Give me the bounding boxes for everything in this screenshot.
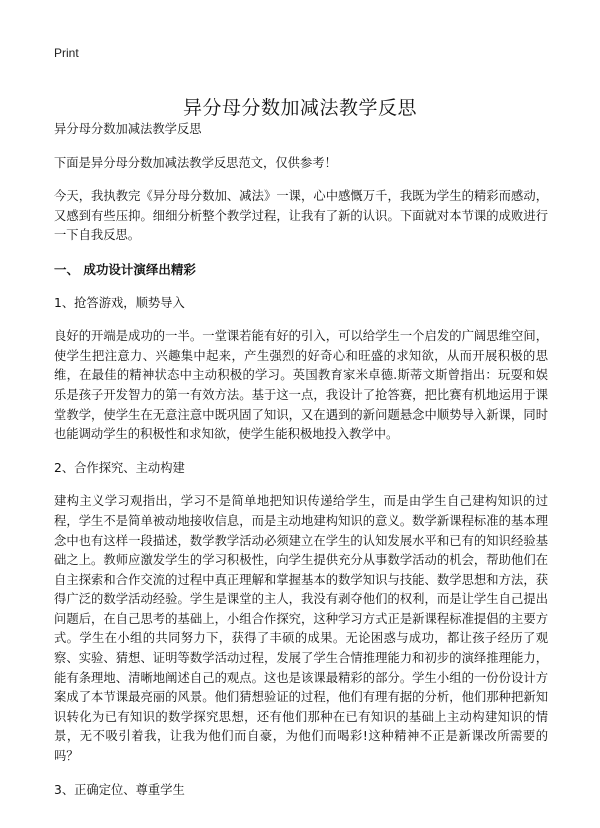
opening-paragraph: 今天，我执教完《异分母分数加、减法》一课，心中感慨万千，我既为学生的精彩而感动，又感到有些压抑。细细分析整个教学过程，让我有了新的认识。下面就对本节课的成败进行一下自我反思。 bbox=[54, 189, 548, 243]
subsection-1-paragraph: 良好的开端是成功的一半。一堂课若能有好的引入，可以给学生一个启发的广阔思维空间，使学生把注意力、兴趣集中起来，产生强烈的好奇心和旺盛的求知欲，从而开展积极的思维，在最佳的精神状态中主动积极的学习。英国教育家米卓德.斯蒂文斯曾指出：玩耍和娱乐是孩子开发智力的第一有效方法。基于这一点，我设计了抢答赛，把比赛有机地运用于课堂教学，使学生在无意注意中既巩固了知识，又在遇到的新问题悬念中顺势导入新课，同时也能调动学生的积极性和求知欲，使学生能积极地投入教学中。 bbox=[54, 329, 548, 442]
subtitle-line: 异分母分数加减法教学反思 bbox=[54, 122, 202, 136]
subsection-2-heading: 2、合作探究、主动构建 bbox=[54, 460, 185, 475]
document-title: 异分母分数加减法教学反思 bbox=[182, 96, 417, 119]
subsection-2-paragraph: 建构主义学习观指出，学习不是简单地把知识传递给学生，而是由学生自己建构知识的过程，学生不是简单被动地接收信息，而是主动地建构知识的意义。数学新课程标准的基本理念中也有这样一段描述，数学教学活动必须建立在学生的认知发展水平和已有的知识经验基础之上。教师应激发学生的学习积极性，向学生提供充分从事数学活动的机会，帮助他们在自主探索和合作交流的过程中真正理解和掌握基本的数学知识与技能、数学思想和方法，获得广泛的数学活动经验。学生是课堂的主人，我没有剥夺他们的权利，而是让学生自己提出问题后，在自己思考的基础上，小组合作探究，这种学习方式正是新课程标准提倡的主要方式。学生在小组的共同努力下，获得了丰硕的成果。无论困惑与成功，都让孩子经历了观察、实验、猜想、证明等数学活动过程，发展了学生合情推理能力和初步的演绎推理能力，能有条理地、清晰地阐述自己的观点。这也是该课最精彩的部分。学生小组的一份份设计方案成了本节课最亮丽的风景。他们猜想验证的过程，他们有理有据的分析，他们那种把新知识转化为已有知识的数学探究思想，还有他们那种在已有知识的基础上主动构建知识的情景，无不吸引着我，让我为他们而自豪，为他们而喝彩!这种精神不正是新课改所需要的吗？ bbox=[54, 494, 548, 764]
subsection-1-heading: 1、抢答游戏，顺势导入 bbox=[54, 295, 185, 310]
intro-line: 下面是异分母分数加减法教学反思范文，仅供参考！ bbox=[54, 155, 337, 170]
print-label[interactable]: Print bbox=[54, 46, 79, 60]
subsection-3-heading: 3、正确定位、尊重学生 bbox=[54, 782, 185, 797]
section-1-heading: 一、 成功设计演绎出精彩 bbox=[54, 261, 196, 277]
document-body bbox=[54, 120, 548, 814]
